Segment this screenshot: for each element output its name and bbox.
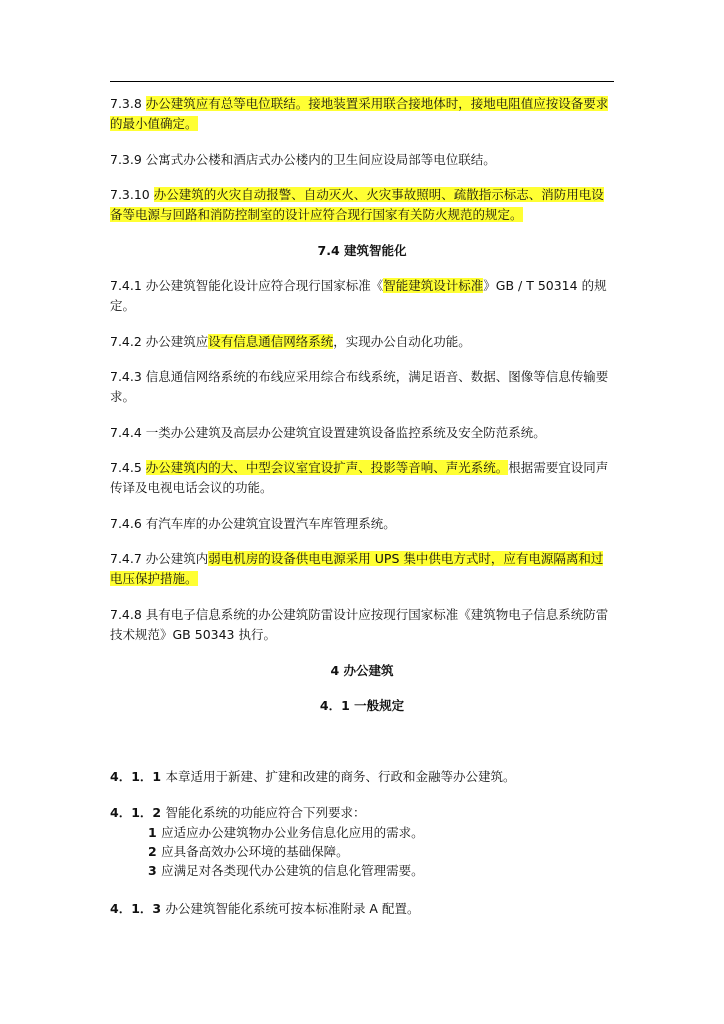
header-rule	[110, 81, 614, 82]
clause-4-1-1: 4．1．1 本章适用于新建、扩建和改建的商务、行政和金融等办公建筑。	[110, 769, 516, 784]
highlight: 办公建筑的火灾自动报警、自动灭火、火灾事故照明、疏散指示标志、消防用电设备等电源与回路和消防控制室的设计应符合现行国家有关防火规范的规定。	[110, 187, 604, 222]
clause-7-4-7: 7.4.7 办公建筑内弱电机房的设备供电电源采用 UPS 集中供电方式时，应有电源隔离和过电压保护措施。	[110, 551, 604, 586]
clause-7-4-8: 7.4.8 具有电子信息系统的办公建筑防雷设计应按现行国家标准《建筑物电子信息系统防雷技术规范》GB 50343 执行。	[110, 607, 609, 642]
list-item: 2 应具备高效办公环境的基础保障。	[148, 844, 349, 859]
clause-7-3-9: 7.3.9 公寓式办公楼和酒店式办公楼内的卫生间应设局部等电位联结。	[110, 152, 496, 167]
highlight: 弱电机房的设备供电电源采用 UPS 集中供电方式时，应有电源隔离和过电压保护措施。	[110, 551, 604, 586]
highlight: 办公建筑应有总等电位联结。接地装置采用联合接地体时，接地电阻值应按设备要求的最小值确定。	[110, 96, 609, 131]
clause-4-1-3: 4．1．3 办公建筑智能化系统可按本标准附录 A 配置。	[110, 901, 420, 916]
clause-7-4-3: 7.4.3 信息通信网络系统的布线应采用综合布线系统，满足语音、数据、图像等信息传输要求。	[110, 369, 609, 404]
list-item: 1 应适应办公建筑物办公业务信息化应用的需求。	[148, 825, 424, 840]
clause-7-3-10: 7.3.10 办公建筑的火灾自动报警、自动灭火、火灾事故照明、疏散指示标志、消防用电设备等电源与回路和消防控制室的设计应符合现行国家有关防火规范的规定。	[110, 187, 604, 222]
section-heading-4-1: 4．1 一般规定	[319, 698, 405, 713]
list-item: 3 应满足对各类现代办公建筑的信息化管理需要。	[148, 863, 424, 878]
highlight: 办公建筑内的大、中型会议室宜设扩声、投影等音响、声光系统。	[145, 460, 509, 475]
clause-7-4-5: 7.4.5 办公建筑内的大、中型会议室宜设扩声、投影等音响、声光系统。根据需要宜设同声传译及电视电话会议的功能。	[110, 460, 609, 495]
clause-7-4-4: 7.4.4 一类办公建筑及高层办公建筑宜设置建筑设备监控系统及安全防范系统。	[110, 425, 546, 440]
clause-7-3-8: 7.3.8 办公建筑应有总等电位联结。接地装置采用联合接地体时，接地电阻值应按设备要求的最小值确定。	[110, 96, 609, 131]
clause-7-4-1: 7.4.1 办公建筑智能化设计应符合现行国家标准《智能建筑设计标准》GB / T 50314 的规定。	[110, 278, 607, 313]
clause-4-1-2: 4．1．2 智能化系统的功能应符合下列要求：	[110, 805, 366, 820]
section-heading-7-4: 7.4 建筑智能化	[317, 243, 407, 258]
clause-7-4-2: 7.4.2 办公建筑应设有信息通信网络系统，实现办公自动化功能。	[110, 334, 471, 349]
highlight: 设有信息通信网络系统	[208, 334, 334, 349]
chapter-heading-4: 4 办公建筑	[330, 663, 394, 678]
clause-7-4-6: 7.4.6 有汽车库的办公建筑宜设置汽车库管理系统。	[110, 516, 396, 531]
highlight: 智能建筑设计标准	[383, 278, 484, 293]
